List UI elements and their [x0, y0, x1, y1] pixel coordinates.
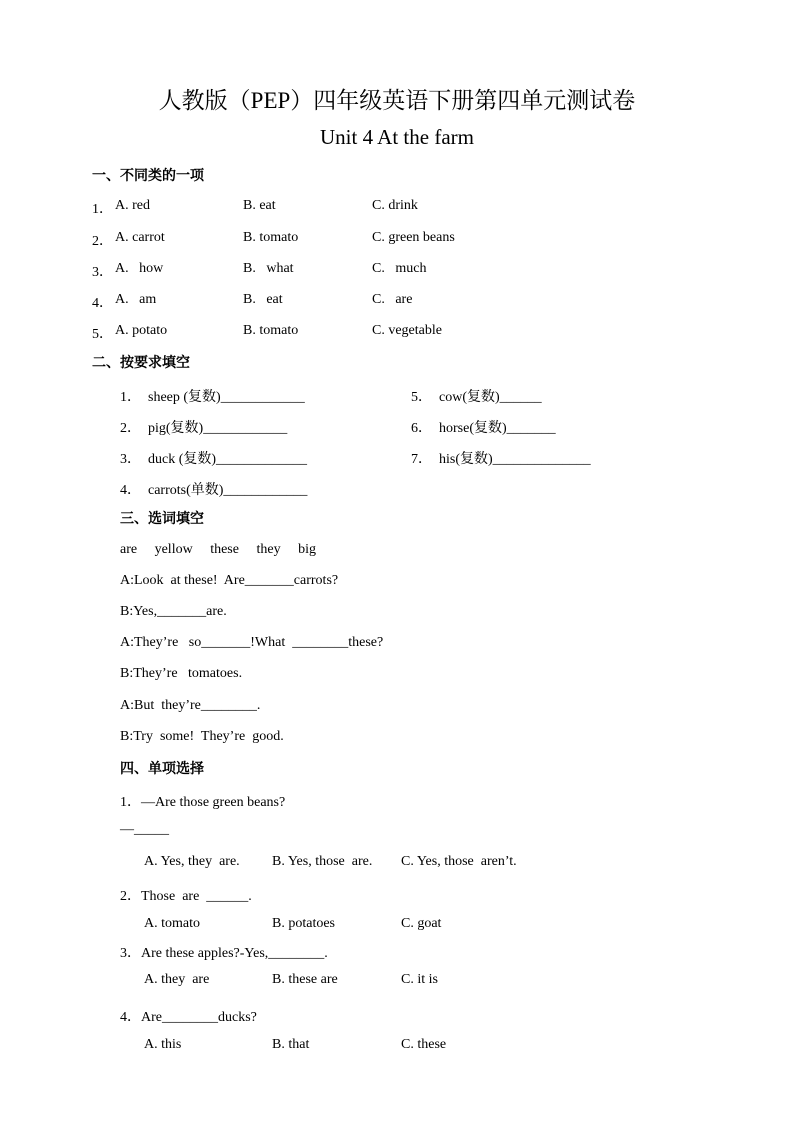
option-b: B. eat	[243, 292, 283, 307]
choice-a: A. tomato	[144, 916, 200, 931]
dialogue-line: A:But they’re________.	[120, 698, 261, 713]
option-a: A. potato	[115, 323, 168, 338]
dialogue-line: B:Try some! They’re good.	[120, 729, 284, 744]
choice-c: C. Yes, those aren’t.	[401, 854, 517, 869]
dialogue-line: B:Yes,_______are.	[120, 604, 227, 619]
choice-c: C. goat	[401, 916, 442, 931]
fill-item: 6． horse(复数)_______	[411, 421, 556, 436]
question-stem: 2．Those are ______.	[120, 889, 252, 904]
answer-line: —_____	[120, 822, 169, 837]
option-b: B. eat	[243, 198, 276, 213]
item-number: 2．	[92, 234, 113, 249]
section1-heading: 一、不同类的一项	[92, 168, 204, 184]
dialogue-line: B:They’re tomatoes.	[120, 666, 243, 681]
section3-heading: 三、选词填空	[120, 511, 204, 527]
choice-a: A. they are	[144, 972, 210, 987]
option-c: C. are	[372, 292, 413, 307]
fill-item: 1． sheep (复数)____________	[120, 390, 305, 405]
question-stem: 1．—Are those green beans?	[120, 795, 286, 810]
option-c: C. drink	[372, 198, 418, 213]
section4-heading: 四、单项选择	[120, 761, 204, 777]
option-c: C. much	[372, 261, 427, 276]
question-stem: 4．Are________ducks?	[120, 1010, 257, 1025]
section2-heading: 二、按要求填空	[92, 355, 190, 371]
page-subtitle: Unit 4 At the farm	[320, 125, 474, 149]
fill-item: 4． carrots(单数)____________	[120, 483, 308, 498]
option-b: B. tomato	[243, 323, 299, 338]
dialogue-line: A:They’re so_______!What ________these?	[120, 635, 384, 650]
question-stem: 3．Are these apples?-Yes,________.	[120, 946, 328, 961]
choice-b: B. Yes, those are.	[272, 854, 373, 869]
dialogue-line: A:Look at these! Are_______carrots?	[120, 573, 339, 588]
option-a: A. am	[115, 292, 157, 307]
choice-c: C. it is	[401, 972, 438, 987]
option-b: B. what	[243, 261, 294, 276]
fill-item: 5． cow(复数)______	[411, 390, 542, 405]
option-a: A. carrot	[115, 230, 165, 245]
page-title: 人教版（PEP）四年级英语下册第四单元测试卷	[158, 88, 636, 113]
choice-b: B. that	[272, 1037, 310, 1052]
fill-item: 2． pig(复数)____________	[120, 421, 288, 436]
option-a: A. red	[115, 198, 150, 213]
item-number: 3．	[92, 265, 113, 280]
choice-b: B. potatoes	[272, 916, 335, 931]
option-c: C. green beans	[372, 230, 455, 245]
option-b: B. tomato	[243, 230, 299, 245]
choice-a: A. this	[144, 1037, 182, 1052]
choice-a: A. Yes, they are.	[144, 854, 240, 869]
choice-b: B. these are	[272, 972, 338, 987]
item-number: 1．	[92, 202, 113, 217]
item-number: 5．	[92, 327, 113, 342]
word-bank: are yellow these they big	[120, 542, 316, 557]
choice-c: C. these	[401, 1037, 447, 1052]
fill-item: 3． duck (复数)_____________	[120, 452, 308, 467]
option-a: A. how	[115, 261, 164, 276]
option-c: C. vegetable	[372, 323, 442, 338]
item-number: 4．	[92, 296, 113, 311]
fill-item: 7． his(复数)______________	[411, 452, 591, 467]
